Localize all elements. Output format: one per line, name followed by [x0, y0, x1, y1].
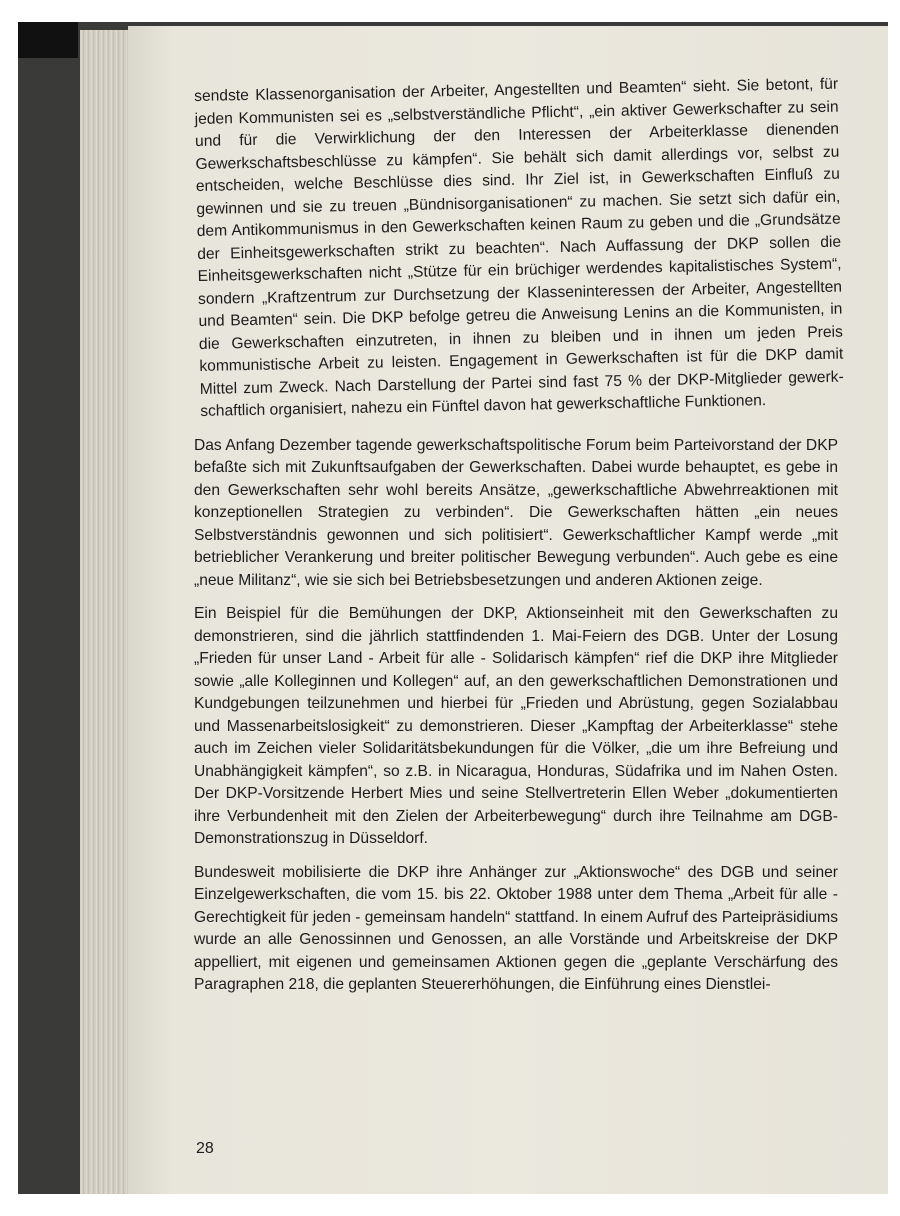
- paragraph-4: Bundesweit mobilisierte die DKP ihre Anhänger zur „Aktionswoche“ des DGB und seiner Einzelgewerkschaften, die vom 15. bis 22. Oktober 1988 unter dem Thema „Arbeit für alle - Gerechtigkeit für jeden - gemeinsam handeln“ stattfand. In einem Aufruf des Parteipräsidiums wurde an alle Genossinnen und Genossen, an alle Vorstände und Arbeitskreise der DKP appelliert, mit eigenen und gemeinsamen Aktionen gegen die „geplante Verschärfung des Paragraphen 218, die geplanten Steuererhöhungen, die Einführung eines Dienstlei-: [194, 863, 839, 993]
- page-number: 28: [196, 1140, 214, 1157]
- spine-shadow: [18, 22, 78, 58]
- paragraph-3: Ein Beispiel für die Bemühungen der DKP, Aktionseinheit mit den Gewerkschaften zu demonstrieren, sind die jährlich stattfindenden 1. Mai-Feiern des DGB. Unter der Losung „Frieden für unser Land - Arbeit für alle - Solidarisch kämpfen“ rief die DKP ihre Mitglieder sowie „alle Kolleginnen und Kollegen“ auf, an den gewerkschaftlichen Demonstrationen und Kundgebungen teilzunehmen und hierbei für „Frieden und Abrüstung, gegen Sozialabbau und Massenarbeitslosigkeit“ zu demonstrieren. Dieser „Kampftag der Arbeiterklasse“ stehe auch im Zeichen vieler Solidaritätsbekundungen für die Völker, „die um ihre Befreiung und Unabhängigkeit kämpfen“, so z.B. in Nicaragua, Honduras, Südafrika und im Nahen Osten. Der DKP-Vorsitzende Herbert Mies und seine Stellvertreterin Ellen Weber „dokumentierten ihre Verbundenheit mit den Zielen der Arbeiterbewegung“ durch ihre Teilnahme am DGB-Demonstrationszug in Düsseldorf.: [194, 605, 838, 847]
- body-text: [194, 75, 844, 1008]
- paragraph-1: sendste Klassenorganisation der Arbeiter, Angestellten und Beamten“ sieht. Sie betont, für jeden Kommunisten sei es „selbstverständliche Pflicht“, „ein aktiver Gewerkschafter zu sein und für die Verwirklichung der den Interessen der Arbeiterklasse dienenden Gewerkschaftsbeschlüsse zu kämpfen“. Sie behält sich damit allerdings vor, selbst zu entscheiden, welche Beschlüsse dies sind. Ihr Ziel ist, in Gewerkschaften Einfluß zu gewinnen und sie zu treuen „Bündnisorganisationen“ zu machen. Sie setzt sich dafür ein, dem Antikommunismus in den Gewerkschaften keinen Raum zu geben und die „Grundsätze der Einheitsgewerkschaften strikt zu beachten“. Nach Auffassung der DKP sollen die Einheitsgewerkschaften nicht „Stütze für ein brüchiger werdendes kapitalistisches System“, sondern „Kraftzentrum zur Durchsetzung der Klasseninteressen der Arbeiter, Angestellten und Beamten“ sein. Die DKP befolge getreu die Anweisung Lenins an die Kommunisten, in die Gewerkschaften einzutreten, in ihnen zu bleiben und in ihnen um jeden Preis kommunistische Arbeit zu leisten. Engagement in Gewerkschaften ist für die DKP damit Mittel zum Zweck. Nach Darstellung der Partei sind fast 75 % der DKP-Mitglieder gewerkschaftlich organisiert, nahezu ein Fünftel davon hat gewerkschaftliche Funktionen.: [194, 75, 844, 420]
- paragraph-2: Das Anfang Dezember tagende gewerkschaftspolitische Forum beim Parteivorstand der DKP befaßte sich mit Zukunftsaufgaben der Gewerkschaften. Dabei wurde behauptet, es gebe in den Gewerkschaften sehr wohl bereits Ansätze, „gewerkschaftliche Abwehrreaktionen mit konzeptionellen Strategien zu verbinden“. Die Gewerkschaften hätten „ein neues Selbstverständnis gewonnen und sich politisiert“. Gewerkschaftlicher Kampf werde „mit betrieblicher Verankerung und breiter politischer Bewegung verbunden“. Auch gebe es eine „neue Militanz“, wie sie sich bei Betriebsbesetzungen und anderen Aktionen zeige.: [194, 436, 838, 589]
